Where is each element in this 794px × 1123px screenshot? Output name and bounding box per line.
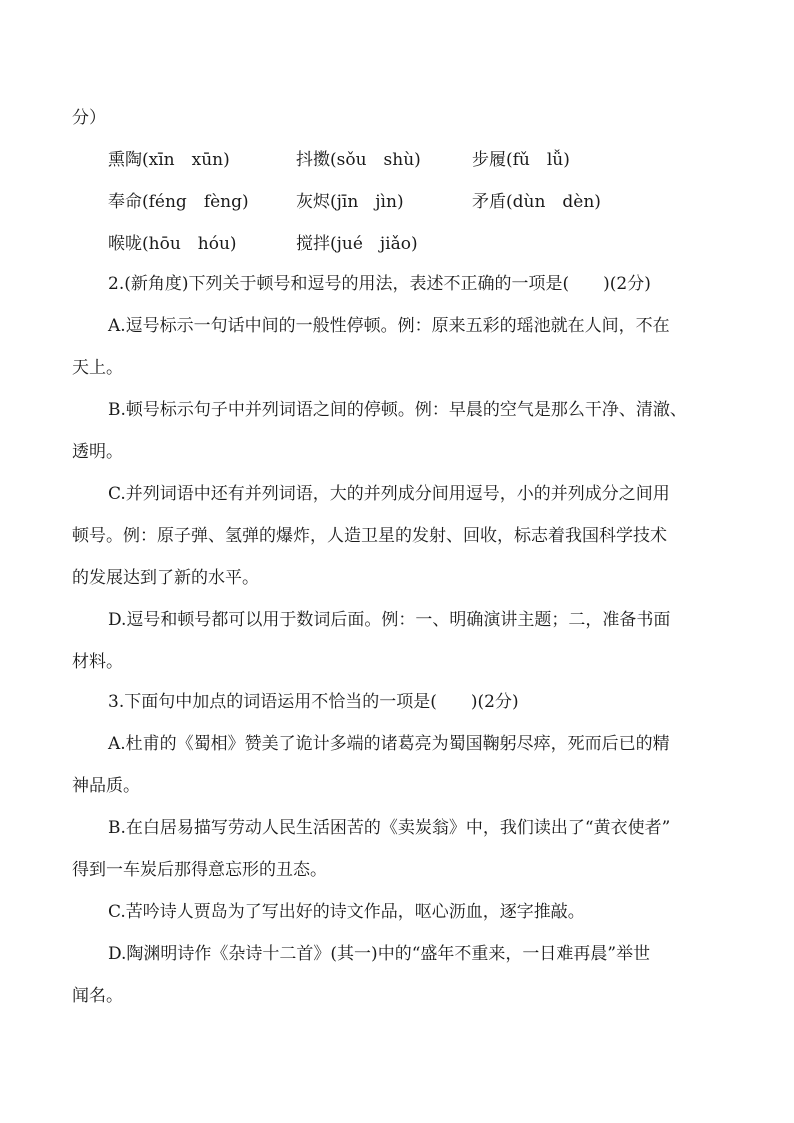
option-c-cont: 顿号。例：原子弹、氢弹的爆炸，人造卫星的发射、回收，标志着我国科学技术 xyxy=(72,526,667,546)
pinyin-item: 灰烬(jīn jìn) xyxy=(296,192,404,212)
option-a-cont: 天上。 xyxy=(72,358,123,378)
pinyin-item: 抖擞(sǒu shù) xyxy=(296,150,421,170)
question-3-stem-text: 3.下面句中加点的词语运用不恰当的一项是( xyxy=(108,692,437,712)
option-a: A.杜甫的《蜀相》赞美了诡计多端的诸葛亮为蜀国鞠躬尽瘁，死而后已的精 xyxy=(108,734,670,754)
option-d-cont: 材料。 xyxy=(72,652,123,672)
pinyin-item: 熏陶(xīn xūn) xyxy=(108,150,230,170)
question-2-score: )(2分) xyxy=(603,274,651,294)
question-3-stem xyxy=(108,690,519,714)
pinyin-item: 奉命(féng fèng) xyxy=(108,192,249,212)
option-d: D.陶渊明诗作《杂诗十二首》(其一)中的“盛年不重来，一日难再晨”举世 xyxy=(108,944,651,964)
question-1-score-tail: 分） xyxy=(72,108,106,128)
pinyin-item: 搅拌(jué jiǎo) xyxy=(296,234,418,254)
option-a-cont: 神品质。 xyxy=(72,776,140,796)
question-2-stem-text: 2.(新角度)下列关于顿号和逗号的用法，表述不正确的一项是( xyxy=(108,274,570,294)
option-b-cont: 透明。 xyxy=(72,442,123,462)
option-d: D.逗号和顿号都可以用于数词后面。例：一、明确演讲主题；二，准备书面 xyxy=(108,610,671,630)
option-c: C.苦吟诗人贾岛为了写出好的诗文作品，呕心沥血，逐字推敲。 xyxy=(108,902,585,922)
pinyin-item: 矛盾(dùn dèn) xyxy=(472,192,601,212)
question-2-stem xyxy=(108,272,651,296)
option-d-cont: 闻名。 xyxy=(72,986,123,1006)
option-b: B.顿号标示句子中并列词语之间的停顿。例：早晨的空气是那么干净、清澈、 xyxy=(108,400,687,420)
pinyin-item: 喉咙(hōu hóu) xyxy=(108,234,237,254)
option-a: A.逗号标示一句话中间的一般性停顿。例：原来五彩的瑶池就在人间，不在 xyxy=(108,316,670,336)
pinyin-item: 步履(fǔ lǚ) xyxy=(472,150,570,170)
option-b-cont: 得到一车炭后那得意忘形的丑态。 xyxy=(72,860,327,880)
option-c: C.并列词语中还有并列词语，大的并列成分间用逗号，小的并列成分之间用 xyxy=(108,484,670,504)
option-c-cont: 的发展达到了新的水平。 xyxy=(72,568,259,588)
option-b: B.在白居易描写劳动人民生活困苦的《卖炭翁》中，我们读出了“黄衣使者” xyxy=(108,818,671,838)
question-3-score: )(2分) xyxy=(470,692,519,712)
